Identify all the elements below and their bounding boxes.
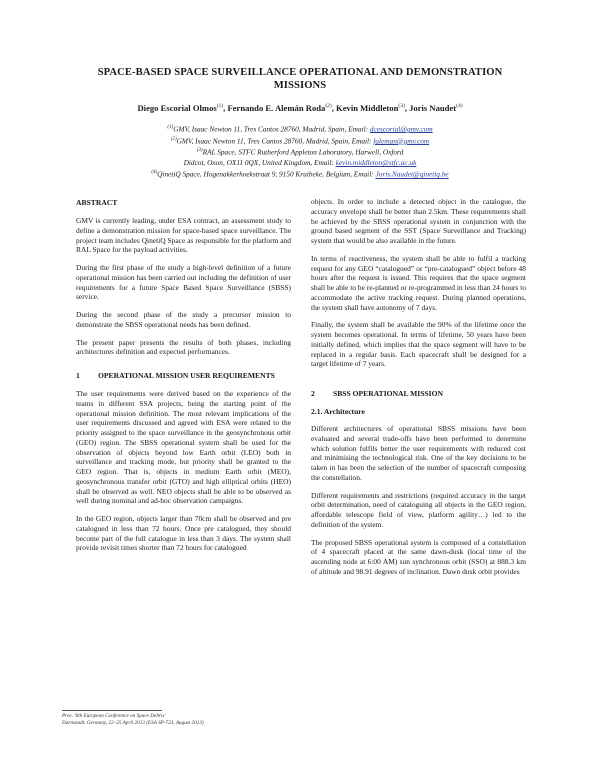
footnote — [62, 713, 362, 727]
affiliation-text: GMV, Isaac Newton 11, Tres Cantos 28760, Madrid, Spain, Email: — [173, 124, 370, 134]
body-paragraph: objects. In order to include a detected object in the catalogue, the accuracy envelope shall be better than 2.5km. These requirements shall be achieved by the SBSS operational system in conjunction with the ground based segment of the SST (Space Surveillance and Tracking) system that would be also available in the future. — [311, 197, 526, 245]
email-link[interactable]: faleman@gmv.com — [373, 136, 430, 146]
affiliation-3-cont — [60, 158, 540, 168]
section-title: SBSS OPERATIONAL MISSION — [333, 389, 444, 398]
body-paragraph: The user requirements were derived based on the experience of the teams in different SSA projects, being the starting point of the operational mission definition. The most relevant implications of the user requirements discussed and agreed with ESA were related to the priority assigned to the space surveillance in the geosynchronous orbit (GEO) region. The SBSS operational system shall be used for the observation of objects beyond low Earth orbit (LEO) both in surveillance and tracking mode, but priority shall be granted to the GEO region. That is, objects in medium Earth orbit (MEO), geosynchronous transfer orbit (GTO) and high elliptical orbits (HEO) shall be observed as well. NEO objects shall be able to be observed as well during nominal and ad-hoc observation campaigns. — [76, 389, 291, 506]
body-paragraph: Different requirements and restrictions (required accuracy in the target orbit determination, need of cataloguing all objects in the GEO region, affordable telescope field of view, platform agility…) led to the definition of the system. — [311, 490, 526, 529]
affiliation-2 — [60, 135, 540, 147]
author-sup: (4) — [456, 103, 463, 109]
section-number: 1 — [76, 371, 80, 380]
abstract-paragraph: During the first phase of the study a high-level definition of a future operational mission has been carried out including the definition of user requirements for a future Space Based Space Surveillance (SBSS) service. — [76, 263, 291, 302]
subsection-heading: 2.1. Architecture — [311, 407, 365, 416]
affiliations — [60, 123, 540, 180]
abstract-paragraph: GMV is currently leading, under ESA contract, an assessment study to define a demonstration mission for space-based space surveillance. The project team includes QinetiQ Space as responsible for the platform and RAL Space for the payload activities. — [76, 216, 291, 255]
author-name: Joris Naudet — [409, 102, 457, 113]
author-sup: (3) — [398, 103, 405, 109]
spacer — [311, 377, 526, 389]
section-number: 2 — [311, 389, 315, 398]
abstract-paragraph: The present paper presents the results of both phases, including architectures definition and expected performances. — [76, 337, 291, 357]
author-name: Kevin Middleton — [336, 102, 399, 113]
section-2-heading — [311, 389, 526, 399]
author-name: Fernando E. Alemán Roda — [227, 102, 326, 113]
affiliation-sup: (3) — [196, 148, 203, 154]
body-paragraph: Different architectures of operational SBSS missions have been evaluated and several trade-offs have been performed to determine which solution fulfils better the user requirements with reduced cost and minimising the technological risk. One of the key decisions to be taken in has been the selection of the number of spacecraft composing the constellation. — [311, 424, 526, 482]
affiliation-sup: (2) — [170, 136, 177, 142]
affiliation-text: GMV, Isaac Newton 11, Tres Cantos 28760, Madrid, Spain, Email: — [176, 136, 374, 146]
body-paragraph: In the GEO region, objects larger than 70cm shall be observed and pre catalogued in less than 72 hours. Once pre catalogued, they should become part of the full catalogue in less than 3 days. The system shall provide revisit times shorter than 72 hours for catalogued — [76, 514, 291, 553]
title-line-2: MISSIONS — [273, 80, 327, 91]
affiliation-1 — [60, 123, 540, 135]
footnote-rule — [62, 710, 162, 711]
affiliation-text: Didcot, Oxon, OX11 0QX, United Kingdom, Email: — [183, 158, 336, 168]
left-column — [76, 198, 291, 561]
affiliation-4 — [60, 168, 540, 180]
author-sup: (2) — [325, 103, 332, 109]
affiliation-3 — [60, 146, 540, 158]
email-link[interactable]: dcescorial@gmv.com — [369, 124, 433, 134]
abstract-paragraph: During the second phase of the study a precursor mission to demonstrate the SBSS operational needs has been defined. — [76, 310, 291, 329]
affiliation-sup: (1) — [167, 125, 174, 130]
affiliation-text: RAL Space, STFC Rutherford Appleton Laboratory, Harwell, Oxford — [202, 147, 404, 157]
body-paragraph: The proposed SBSS operational system is composed of a constellation of 4 spacecraft placed at the same dawn-dusk (local time of the ascending node at 6:00 AM) sun synchronous orbit (SSO) at 888.3 km of altitude and 98.91 degrees of inclination. Dawn dusk orbit provides — [311, 537, 526, 576]
affiliation-sup: (4) — [151, 170, 158, 176]
section-1-heading — [76, 371, 291, 381]
author-list: Diego Escorial Olmos$^{(1)}$, Fernando E. Alemán Roda$^{(2)}$, Kevin Middleton$^{(3)}$, Joris Naudet$^{(4)}$ — [137, 102, 463, 113]
paper-title — [70, 66, 530, 92]
email-link[interactable]: kevin.middleton@stfc.ac.uk — [335, 158, 417, 168]
abstract-heading: ABSTRACT — [76, 198, 118, 207]
section-title: OPERATIONAL MISSION USER REQUIREMENTS — [98, 371, 275, 380]
footnote-line: Proc. '6th European Conference on Space Debris' — [62, 713, 166, 719]
right-column — [311, 197, 526, 585]
author-name: Diego Escorial Olmos — [137, 102, 217, 113]
affiliation-text: QinetiQ Space, Hogenakkerhoekstraat 9, 9150 Kruibeke, Belgium, Email: — [157, 169, 376, 179]
title-line-1: SPACE-BASED SPACE SURVEILLANCE OPERATIONAL AND DEMONSTRATION — [97, 67, 503, 78]
footnote-line: Darmstadt, Germany, 22–25 April 2013 (ESA SP-723, August 2013) — [62, 720, 204, 727]
body-paragraph: In terms of reactiveness, the system shall be able to fulfil a tracking request for any GEO “catalogued” or “pre-catalogued” object before 48 hours after the request is issued. This requires that the space segment shall be able to be re-planned or re-programmed in less than 24 hours to accommodate the active tracking request. During planned operations, the system shall have autonomy of 7 days. — [311, 253, 526, 312]
body-paragraph: Finally, the system shall be available the 90% of the lifetime once the system becomes operational. In terms of lifetime, 50 years have been initially defined, which implies that the space segment will have to be replaced in a regular basis. Each spacecraft shall be designed for a target lifetime of 7 years. — [311, 320, 526, 369]
author-sup: (1) — [216, 103, 224, 109]
email-link[interactable]: Joris.Naudet@qinetiq.be — [375, 169, 449, 179]
